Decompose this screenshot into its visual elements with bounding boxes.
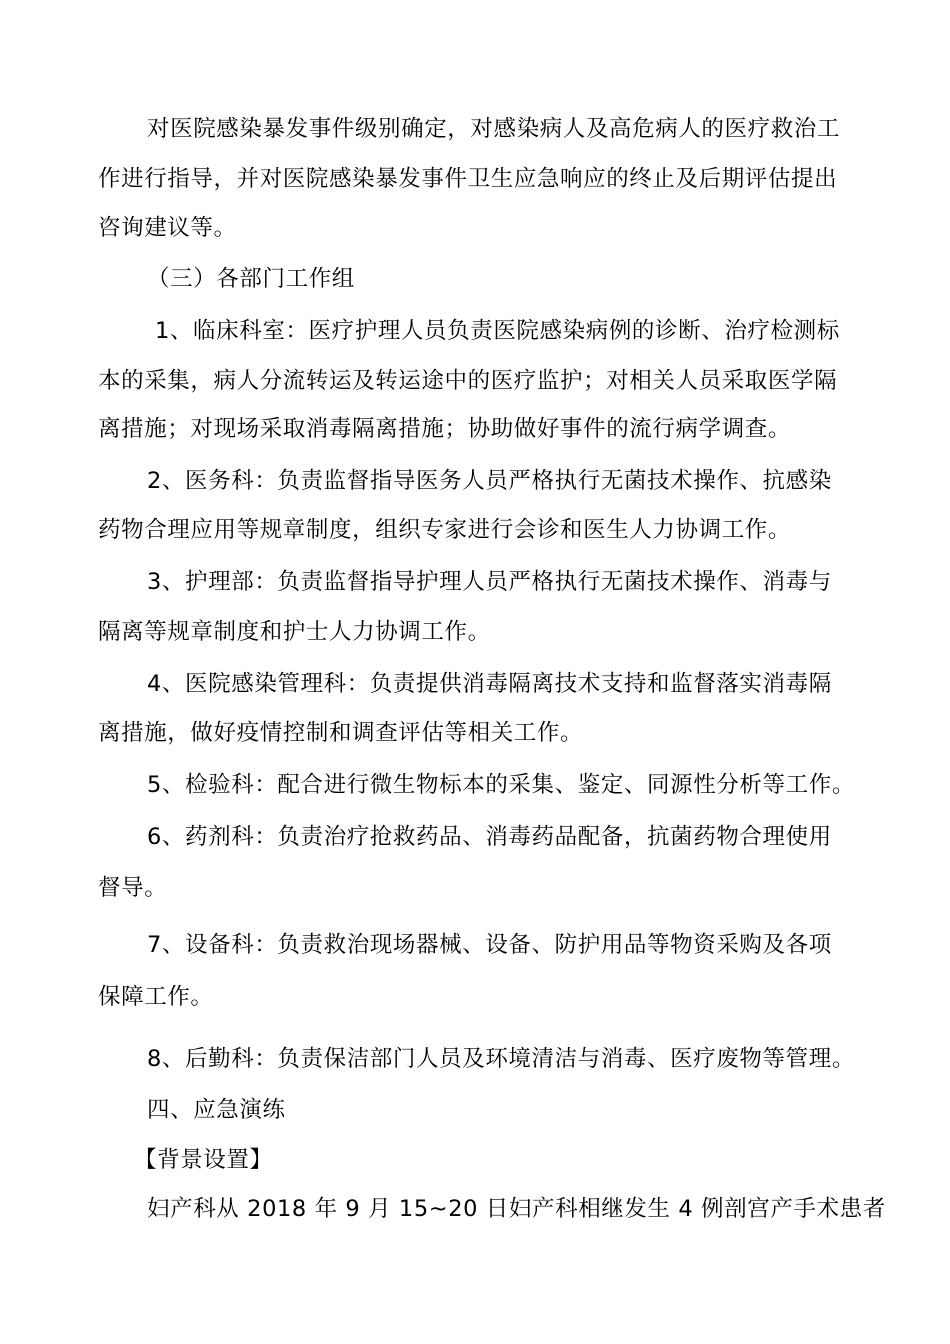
section-heading: 【背景设置】 [134, 1147, 273, 1173]
paragraph-line: 咨询建议等。 [98, 215, 237, 241]
paragraph-line: 1、临床科室：医疗护理人员负责医院感染病例的诊断、治疗检测标 [155, 318, 840, 344]
paragraph-line: 作进行指导，并对医院感染暴发事件卫生应急响应的终止及后期评估提出 [98, 166, 838, 192]
paragraph-line: 药物合理应用等规章制度，组织专家进行会诊和医生人力协调工作。 [98, 517, 792, 543]
paragraph-line: 5、检验科：配合进行微生物标本的采集、鉴定、同源性分析等工作。 [147, 772, 855, 798]
paragraph-line: 8、后勤科：负责保洁部门人员及环境清洁与消毒、医疗废物等管理。 [147, 1046, 855, 1072]
paragraph-line: 3、护理部：负责监督指导护理人员严格执行无菌技术操作、消毒与 [147, 569, 832, 595]
paragraph-line: 对医院感染暴发事件级别确定，对感染病人及高危病人的医疗救治工 [147, 116, 841, 142]
section-heading: （三）各部门工作组 [147, 266, 355, 292]
paragraph-line: 6、药剂科：负责治疗抢救药品、消毒药品配备，抗菌药物合理使用 [147, 824, 832, 850]
paragraph-line: 离措施，做好疫情控制和调查评估等相关工作。 [98, 720, 584, 746]
paragraph-line: 4、医院感染管理科：负责提供消毒隔离技术支持和监督落实消毒隔 [147, 671, 832, 697]
paragraph-line: 保障工作。 [98, 984, 214, 1010]
section-heading: 四、应急演练 [147, 1097, 286, 1123]
paragraph-line: 督导。 [98, 875, 168, 901]
paragraph-line: 本的采集，病人分流转运及转运途中的医疗监护；对相关人员采取医学隔 [98, 368, 838, 394]
paragraph-line: 2、医务科：负责监督指导医务人员严格执行无菌技术操作、抗感染 [147, 468, 832, 494]
paragraph-line: 离措施；对现场采取消毒隔离措施；协助做好事件的流行病学调查。 [98, 416, 792, 442]
paragraph-line: 隔离等规章制度和护士人力协调工作。 [98, 619, 491, 645]
paragraph-line: 7、设备科：负责救治现场器械、设备、防护用品等物资采购及各项 [147, 932, 832, 958]
paragraph-line: 妇产科从 2018 年 9 月 15~20 日妇产科相继发生 4 例剖宫产手术患者 [147, 1196, 886, 1222]
